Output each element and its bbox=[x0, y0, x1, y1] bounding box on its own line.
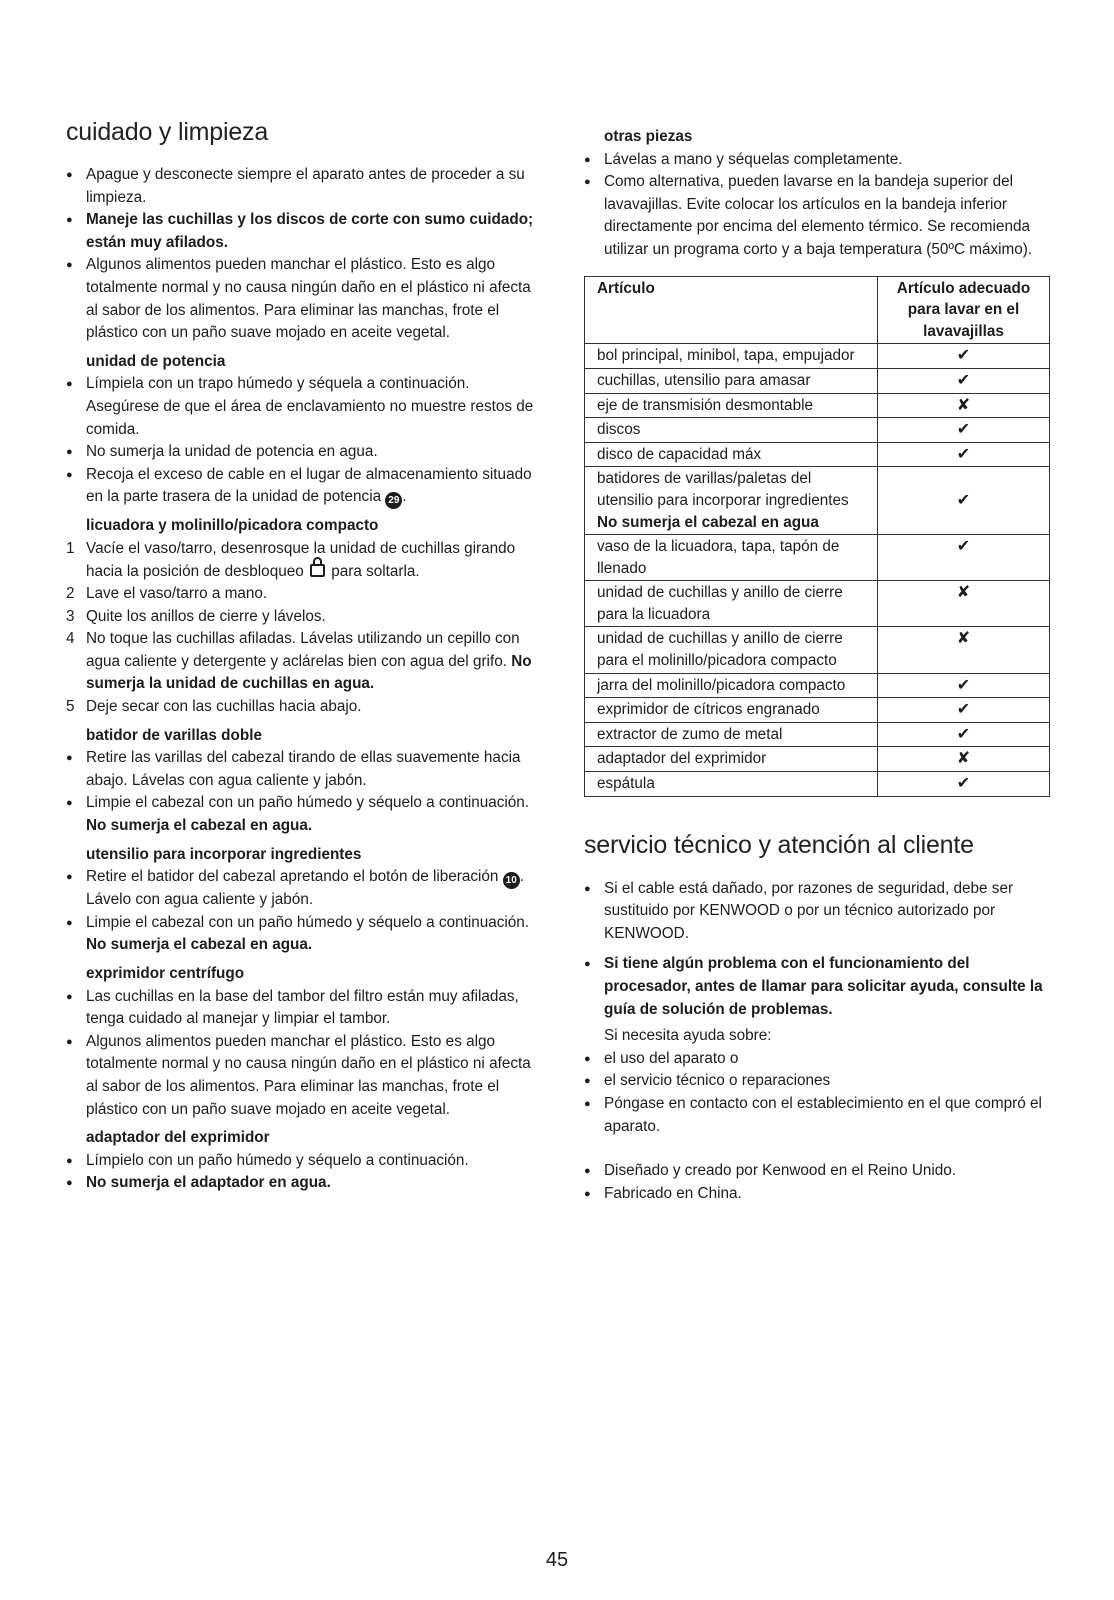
check-icon: ✔ bbox=[878, 344, 1050, 369]
step-text: Quite los anillos de cierre y lávelos. bbox=[86, 607, 326, 625]
table-cell-item bbox=[585, 393, 878, 418]
step-text: No toque las cuchillas afiladas. Lávelas utilizando un cepillo con agua caliente y detergente y aclárelas bien con agua del grifo. bbox=[86, 630, 520, 670]
bullet-item: ● Como alternativa, pueden lavarse en la bandeja superior del lavavajillas. Evite colocar los artículos en la bandeja inferior directamente por encima del elemento térmico. Se recomienda utilizar un programa corto y a baja temperatura (50ºC máximo). bbox=[584, 171, 1060, 261]
item-text: extractor de zumo de metal bbox=[597, 725, 783, 743]
item-text: unidad de cuchillas y anillo de cierre para el molinillo/picadora compacto bbox=[597, 630, 843, 670]
table-row bbox=[585, 418, 1050, 443]
table-cell-item bbox=[585, 722, 878, 747]
table-body bbox=[585, 344, 1050, 796]
bullet-text: Limpie el cabezal con un paño húmedo y séquelo a continuación. bbox=[86, 794, 530, 812]
table-cell-item bbox=[585, 344, 878, 369]
bullet-text: . Lávelo con agua caliente y jabón. bbox=[86, 868, 524, 909]
item-text: eje de transmisión desmontable bbox=[597, 396, 813, 414]
table-row bbox=[585, 698, 1050, 723]
left-column bbox=[66, 118, 536, 1195]
bullet-item: ● el servicio técnico o reparaciones bbox=[584, 1070, 1060, 1093]
bullet-item-warning: ● No sumerja el adaptador en agua. bbox=[66, 1172, 536, 1195]
column-header-dishwasher: Artículo adecuado para lavar en el lavavajillas bbox=[878, 276, 1050, 344]
check-icon: ✔ bbox=[878, 772, 1050, 797]
item-text: cuchillas, utensilio para amasar bbox=[597, 371, 811, 389]
bullet-item: ● Recoja el exceso de cable en el lugar de almacenamiento situado en la parte trasera de la unidad de potencia 29 . bbox=[66, 464, 536, 510]
bullet-item: ● Fabricado en China. bbox=[584, 1183, 1060, 1206]
page-number: 45 bbox=[545, 1549, 569, 1571]
bullet-item: ● Límpielo con un paño húmedo y séquelo a continuación. bbox=[66, 1150, 536, 1173]
table-cell-item bbox=[585, 368, 878, 393]
table-row bbox=[585, 772, 1050, 797]
step-item: 1 Vacíe el vaso/tarro, desenrosque la unidad de cuchillas girando hacia la posición de desbloqueo para soltarla. bbox=[66, 539, 516, 580]
step-text: para soltarla. bbox=[331, 562, 420, 580]
table-row bbox=[585, 747, 1050, 772]
subheading-batidor: batidor de varillas doble bbox=[86, 726, 262, 744]
table-row bbox=[585, 393, 1050, 418]
step-text: Vacíe el vaso/tarro, desenrosque la unidad de cuchillas girando hacia la posición de desbloqueo bbox=[86, 539, 516, 580]
bullet-item: ● Algunos alimentos pueden manchar el plástico. Esto es algo totalmente normal y no causa ningún daño en el plástico ni afecta al sabor de los alimentos. Para eliminar las manchas, frote el plástico con un paño suave mojado en aceite vegetal. bbox=[66, 1031, 536, 1121]
cross-icon: ✘ bbox=[878, 393, 1050, 418]
table-cell-item bbox=[585, 442, 878, 467]
item-text: discos bbox=[597, 421, 641, 439]
step-text: Deje secar con las cuchillas hacia abajo. bbox=[86, 698, 362, 716]
bullet-item: ● Las cuchillas en la base del tambor del filtro están muy afiladas, tenga cuidado al manejar y limpiar el tambor. bbox=[66, 986, 536, 1031]
check-icon: ✔ bbox=[878, 698, 1050, 723]
step-item: 2 Lave el vaso/tarro a mano. bbox=[66, 585, 268, 603]
section-title-cuidado: cuidado y limpieza bbox=[66, 118, 269, 146]
check-icon: ✔ bbox=[878, 442, 1050, 467]
right-column bbox=[584, 118, 1060, 1205]
subheading-licuadora: licuadora y molinillo/picadora compacto bbox=[86, 517, 379, 535]
figure-ref-icon: 10 bbox=[503, 872, 520, 889]
table-cell-item bbox=[585, 535, 878, 581]
table-row bbox=[585, 722, 1050, 747]
table-cell-item bbox=[585, 467, 878, 535]
subheading-adaptador: adaptador del exprimidor bbox=[86, 1129, 270, 1147]
subheading-unidad: unidad de potencia bbox=[86, 352, 226, 370]
item-text: vaso de la licuadora, tapa, tapón de llenado bbox=[597, 538, 840, 577]
table-row bbox=[585, 673, 1050, 698]
bullet-item: ● el uso del aparato o bbox=[584, 1048, 1060, 1071]
unlock-icon bbox=[310, 564, 325, 577]
table-row bbox=[585, 581, 1050, 627]
bullet-item bbox=[66, 792, 536, 837]
bullet-item: ● Póngase en contacto con el establecimiento en el que compró el aparato. bbox=[584, 1093, 1060, 1138]
item-text: jarra del molinillo/picadora compacto bbox=[597, 676, 846, 694]
table-row bbox=[585, 467, 1050, 535]
bullet-item: ● Lávelas a mano y séquelas completamente. bbox=[584, 149, 1060, 172]
bullet-item: ● Retire las varillas del cabezal tirando de ellas suavemente hacia abajo. Lávelas con agua caliente y jabón. bbox=[66, 747, 536, 792]
check-icon: ✔ bbox=[878, 418, 1050, 443]
check-icon: ✔ bbox=[878, 535, 1050, 581]
item-note: No sumerja el cabezal en agua bbox=[597, 513, 819, 531]
table-cell-item bbox=[585, 627, 878, 673]
bullet-warning: No sumerja el cabezal en agua. bbox=[86, 936, 313, 954]
bullet-item: ● Apague y desconecte siempre el aparato antes de proceder a su limpieza. bbox=[66, 164, 536, 209]
cross-icon: ✘ bbox=[878, 747, 1050, 772]
step-warning: No sumerja la unidad de cuchillas en agua. bbox=[86, 652, 532, 693]
check-icon: ✔ bbox=[878, 722, 1050, 747]
table-row bbox=[585, 535, 1050, 581]
check-icon: ✔ bbox=[878, 673, 1050, 698]
figure-ref-icon: 29 bbox=[385, 492, 402, 509]
item-text: disco de capacidad máx bbox=[597, 445, 762, 463]
dishwasher-table bbox=[584, 276, 1050, 797]
table-cell-item bbox=[585, 772, 878, 797]
cross-icon: ✘ bbox=[878, 581, 1050, 627]
table-row bbox=[585, 442, 1050, 467]
table-row bbox=[585, 344, 1050, 369]
item-text: exprimidor de cítricos engranado bbox=[597, 701, 820, 719]
table-cell-item bbox=[585, 418, 878, 443]
bullet-item: ● Diseñado y creado por Kenwood en el Reino Unido. bbox=[584, 1160, 1060, 1183]
bullet-item-warning: ● Si tiene algún problema con el funcionamiento del procesador, antes de llamar para solicitar ayuda, consulte la guía de solución de problemas. bbox=[584, 953, 1060, 1021]
bullet-item bbox=[66, 866, 536, 912]
table-row bbox=[585, 368, 1050, 393]
bullet-item-warning: ● Maneje las cuchillas y los discos de corte con sumo cuidado; están muy afilados. bbox=[66, 209, 536, 254]
check-icon: ✔ bbox=[878, 467, 1050, 535]
bullet-item bbox=[66, 912, 536, 957]
table-header-row bbox=[585, 276, 1050, 344]
item-text: adaptador del exprimidor bbox=[597, 750, 767, 768]
table-cell-item bbox=[585, 673, 878, 698]
step-item: 4 No toque las cuchillas afiladas. Lávelas utilizando un cepillo con agua caliente y detergente y aclárelas bien con agua del grifo. No sumerja la unidad de cuchillas en agua. bbox=[66, 630, 532, 693]
subheading-exprimidor: exprimidor centrífugo bbox=[86, 965, 245, 982]
table-row bbox=[585, 627, 1050, 673]
table-cell-item bbox=[585, 581, 878, 627]
bullet-item: ● Algunos alimentos pueden manchar el plástico. Esto es algo totalmente normal y no causa ningún daño en el plástico ni afecta al sabor de los alimentos. Para eliminar las manchas, frote el plástico con un paño suave mojado en aceite vegetal. bbox=[66, 254, 536, 344]
step-item: 5 Deje secar con las cuchillas hacia abajo. bbox=[66, 698, 362, 716]
bullet-text: Limpie el cabezal con un paño húmedo y séquelo a continuación. bbox=[86, 913, 530, 931]
cross-icon: ✘ bbox=[878, 627, 1050, 673]
table-cell-item bbox=[585, 698, 878, 723]
item-text: espátula bbox=[597, 775, 655, 793]
subheading-utensilio: utensilio para incorporar ingredientes bbox=[86, 845, 362, 863]
bullet-text: Recoja el exceso de cable en el lugar de almacenamiento situado en la parte trasera de la unidad de potencia bbox=[86, 465, 532, 506]
check-icon: ✔ bbox=[878, 368, 1050, 393]
item-text: batidores de varillas/paletas del utensilio para incorporar ingredientes bbox=[597, 470, 849, 509]
bullet-item: ● Límpiela con un trapo húmedo y séquela a continuación. Asegúrese de que el área de enclavamiento no muestre restos de comida. bbox=[66, 373, 536, 441]
bullet-item: ● Si el cable está dañado, por razones de seguridad, debe ser sustituido por KENWOOD o por un técnico autorizado por KENWOOD. bbox=[584, 878, 1060, 946]
column-header-item: Artículo bbox=[585, 276, 878, 344]
subheading-otras: otras piezas bbox=[604, 128, 693, 145]
step-item: 3 Quite los anillos de cierre y lávelos. bbox=[66, 607, 326, 625]
bullet-text: Retire el batidor del cabezal apretando el botón de liberación bbox=[86, 868, 499, 886]
help-text: Si necesita ayuda sobre: bbox=[604, 1027, 772, 1045]
bullet-warning: No sumerja el cabezal en agua. bbox=[86, 817, 313, 835]
item-text: unidad de cuchillas y anillo de cierre para la licuadora bbox=[597, 584, 843, 623]
section-title-servicio: servicio técnico y atención al cliente bbox=[584, 830, 974, 859]
item-text: bol principal, minibol, tapa, empujador bbox=[597, 347, 855, 365]
step-text: Lave el vaso/tarro a mano. bbox=[86, 585, 268, 603]
table-cell-item bbox=[585, 747, 878, 772]
bullet-item: ● No sumerja la unidad de potencia en agua. bbox=[66, 441, 536, 464]
